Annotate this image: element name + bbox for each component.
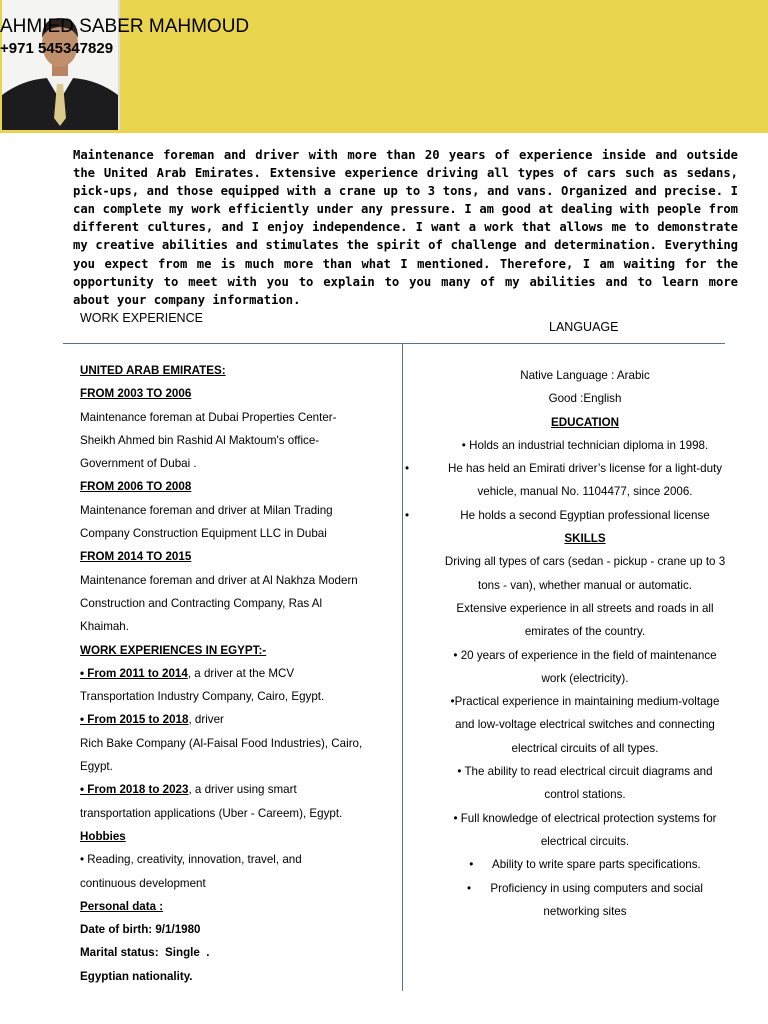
job-line: Company Construction Equipment LLC in Dubai xyxy=(80,527,327,541)
education-text: He has held an Emirati driver’s license for a light-duty xyxy=(447,462,723,476)
job-line: Construction and Contracting Company, Ras Al xyxy=(80,596,323,610)
skill-line: electrical circuits of all types. xyxy=(511,741,659,755)
egypt-job-text: , a driver at the MCV xyxy=(187,666,295,680)
candidate-name: AHMIED SABER MAHMOUD xyxy=(0,16,250,37)
column-divider-vertical xyxy=(402,343,403,991)
skill-line: work (electricity). xyxy=(541,671,629,685)
period-heading: FROM 2014 TO 2015 xyxy=(80,550,192,564)
egypt-job-range: • From 2011 to 2014 xyxy=(80,666,188,680)
skill-line: • The ability to read electrical circuit diagrams and xyxy=(457,765,713,779)
egypt-job xyxy=(80,708,390,731)
education-text: He holds a second Egyptian professional license xyxy=(460,508,710,522)
secondary-language: Good :English xyxy=(548,392,622,406)
native-language: Native Language : Arabic xyxy=(520,369,650,382)
egypt-job xyxy=(80,662,390,685)
skill-line: Driving all types of cars (sedan - pickup - crane up to 3 xyxy=(444,555,726,569)
egypt-job-range: • From 2018 to 2023 xyxy=(80,783,189,797)
job-line: transportation applications (Uber - Careem), Egypt. xyxy=(80,806,343,820)
skill-line: and low-voltage electrical switches and connecting xyxy=(455,718,715,732)
job-line: Maintenance foreman at Dubai Properties Center- xyxy=(80,410,337,424)
skill-line: tons - van), whether manual or automatic. xyxy=(478,578,692,592)
skills-heading: SKILLS xyxy=(564,532,606,546)
hobbies-heading: Hobbies xyxy=(80,829,126,843)
job-line: Maintenance foreman and driver at Al Nakhza Modern xyxy=(80,573,358,587)
skill-line: networking sites xyxy=(543,904,627,918)
egypt-job-range: • From 2015 to 2018 xyxy=(80,713,189,727)
skill-line: Extensive experience in all streets and roads in all xyxy=(456,601,714,615)
egypt-heading: WORK EXPERIENCES IN EGYPT:- xyxy=(80,643,267,657)
job-line: Egypt. xyxy=(80,760,113,774)
skill-line: • 20 years of experience in the field of maintenance xyxy=(453,648,717,662)
language-education-skills-column xyxy=(405,364,765,923)
job-line: Rich Bake Company (Al-Faisal Food Industries), Cairo, xyxy=(80,736,363,750)
education-item xyxy=(405,457,765,480)
job-line: Maintenance foreman and driver at Milan Trading xyxy=(80,503,333,517)
section-divider-horizontal xyxy=(63,343,725,344)
period-heading: FROM 2006 TO 2008 xyxy=(80,480,192,494)
education-item xyxy=(405,504,765,527)
hobbies-line: • Reading, creativity, innovation, travel, and xyxy=(80,853,302,867)
skill-line: • Proficiency in using computers and social xyxy=(466,881,704,895)
egypt-job-text: , driver xyxy=(188,713,224,727)
uae-heading: UNITED ARAB EMIRATES: xyxy=(80,364,226,377)
education-heading: EDUCATION xyxy=(550,415,620,429)
personal-data-heading: Personal data : xyxy=(80,899,164,913)
education-item: • Holds an industrial technician diploma in 1998. xyxy=(461,438,709,452)
marital-status: Marital status: Single . xyxy=(80,946,210,960)
date-of-birth: Date of birth: 9/1/1980 xyxy=(80,923,201,937)
job-line: Khaimah. xyxy=(80,620,129,634)
skill-line: • Ability to write spare parts specifications. xyxy=(469,858,701,872)
skill-line: • Full knowledge of electrical protection systems for xyxy=(453,811,717,825)
work-experience-column xyxy=(80,359,390,988)
egypt-job-text: , a driver using smart xyxy=(188,783,297,797)
bullet-icon: • xyxy=(405,462,410,476)
skill-line: control stations. xyxy=(544,788,626,802)
profile-summary: Maintenance foreman and driver with more than 20 years of experience inside and outside the United Arab Emirates. Extensive experience driving all types of cars such as sedans, pick-ups, and those equipped with a crane up to 3 tons, and vans. Organized and precise. I can complete my work efficiently under any pressure. I am good at dealing with people from different cultures, and I enjoy independence. I want a work that allows me to demonstrate my creative abilities and stimulates the spirit of challenge and determination. Everything you expect from me is much more than what I mentioned. Therefore, I am waiting for the opportunity to meet with you to explain to you many of my abilities and to learn more about your company information. xyxy=(73,148,738,307)
bullet-icon: • xyxy=(405,508,410,522)
period-heading: FROM 2003 TO 2006 xyxy=(80,387,192,401)
candidate-phone: +971 545347829 xyxy=(0,40,114,57)
job-line: Transportation Industry Company, Cairo, Egypt. xyxy=(80,690,325,704)
egypt-job xyxy=(80,778,390,801)
work-experience-heading: WORK EXPERIENCE xyxy=(80,311,203,325)
job-line: Government of Dubai . xyxy=(80,457,197,471)
job-line: Sheikh Ahmed bin Rashid Al Maktoum's office- xyxy=(80,433,320,447)
language-heading: LANGUAGE xyxy=(549,320,619,334)
skill-line: •Practical experience in maintaining medium-voltage xyxy=(450,695,720,709)
nationality: Egyptian nationality. xyxy=(80,969,193,983)
skill-line: emirates of the country. xyxy=(524,625,646,639)
education-text: vehicle, manual No. 1104477, since 2006. xyxy=(477,485,693,499)
hobbies-line: continuous development xyxy=(80,876,206,890)
skill-line: electrical circuits. xyxy=(540,834,630,848)
